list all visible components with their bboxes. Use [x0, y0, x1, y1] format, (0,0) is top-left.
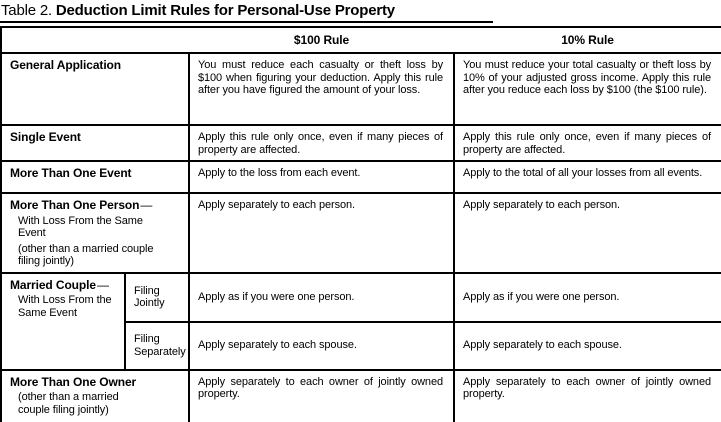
- row-more-than-one-event: [1, 161, 721, 193]
- header-row: [1, 27, 721, 53]
- row-label-more-than-one-person: [1, 193, 189, 273]
- row-single-event: [1, 125, 721, 161]
- row-more-than-one-person: [1, 193, 721, 273]
- cell-more-persons-100-rule: Apply separately to each person.: [189, 193, 454, 273]
- cell-filing-jointly: Filing Jointly: [125, 273, 189, 322]
- row-label-text: Married Couple: [10, 277, 96, 292]
- row-label-text: General Application: [10, 58, 122, 72]
- row-sublabel-other-than-married: (other than a married couple filing jointly): [18, 391, 119, 416]
- row-label-text: More Than One Person: [10, 198, 140, 212]
- cell-jointly-10-rule: Apply as if you were one person.: [454, 273, 721, 322]
- row-label-text: More Than One Event: [10, 166, 132, 180]
- cell-separately-10-rule: Apply separately to each spouse.: [454, 322, 721, 370]
- cell-general-10-rule: You must reduce your total casualty or theft loss by 10% of your adjusted gross income. Apply this rule after you reduce each loss by $100 (the $100 rule).: [454, 53, 721, 125]
- row-sublabel-loss-same-event: With Loss From the Same Event: [18, 294, 112, 319]
- row-label-text: Single Event: [10, 130, 81, 144]
- row-married-filing-jointly: [1, 273, 721, 322]
- label-dash: —: [96, 277, 109, 292]
- row-label-single-event: [1, 125, 189, 161]
- cell-jointly-100-rule: Apply as if you were one person.: [189, 273, 454, 322]
- cell-more-events-10-rule: Apply to the total of all your losses from all events.: [454, 161, 721, 193]
- label-dash: —: [140, 198, 153, 212]
- row-label-more-than-one-event: [1, 161, 189, 193]
- deduction-limit-rules-table: [0, 26, 721, 422]
- header-100-rule: $100 Rule: [189, 27, 454, 53]
- header-10-rule: 10% Rule: [454, 27, 721, 53]
- cell-more-persons-10-rule: Apply separately to each person.: [454, 193, 721, 273]
- table-title: [0, 1, 493, 23]
- row-sublabel-other-than-married: (other than a married couple filing jointly): [18, 242, 154, 267]
- row-label-more-than-one-owner: [1, 370, 189, 422]
- cell-separately-100-rule: Apply separately to each spouse.: [189, 322, 454, 370]
- cell-more-owners-100-rule: Apply separately to each owner of jointly owned property.: [189, 370, 454, 422]
- table-title-prefix: Table 2.: [1, 2, 52, 19]
- row-general-application: [1, 53, 721, 125]
- cell-more-events-100-rule: Apply to the loss from each event.: [189, 161, 454, 193]
- row-label-married-couple: [1, 273, 125, 370]
- cell-single-event-10-rule: Apply this rule only once, even if many pieces of property are affected.: [454, 125, 721, 161]
- cell-more-owners-10-rule: Apply separately to each owner of jointly owned property.: [454, 370, 721, 422]
- cell-single-event-100-rule: Apply this rule only once, even if many pieces of property are affected.: [189, 125, 454, 161]
- header-spacer-cell: [1, 27, 189, 53]
- row-more-than-one-owner: [1, 370, 721, 422]
- cell-filing-separately: Filing Separately: [125, 322, 189, 370]
- row-label-text: More Than One Owner: [10, 374, 137, 389]
- row-sublabel-loss-same-event: With Loss From the Same Event: [18, 214, 143, 239]
- table-title-main: Deduction Limit Rules for Personal-Use Property: [55, 2, 395, 19]
- row-label-general-application: [1, 53, 189, 125]
- cell-general-100-rule: You must reduce each casualty or theft loss by $100 when figuring your deduction. Apply this rule after you have figured the amount of your loss.: [189, 53, 454, 125]
